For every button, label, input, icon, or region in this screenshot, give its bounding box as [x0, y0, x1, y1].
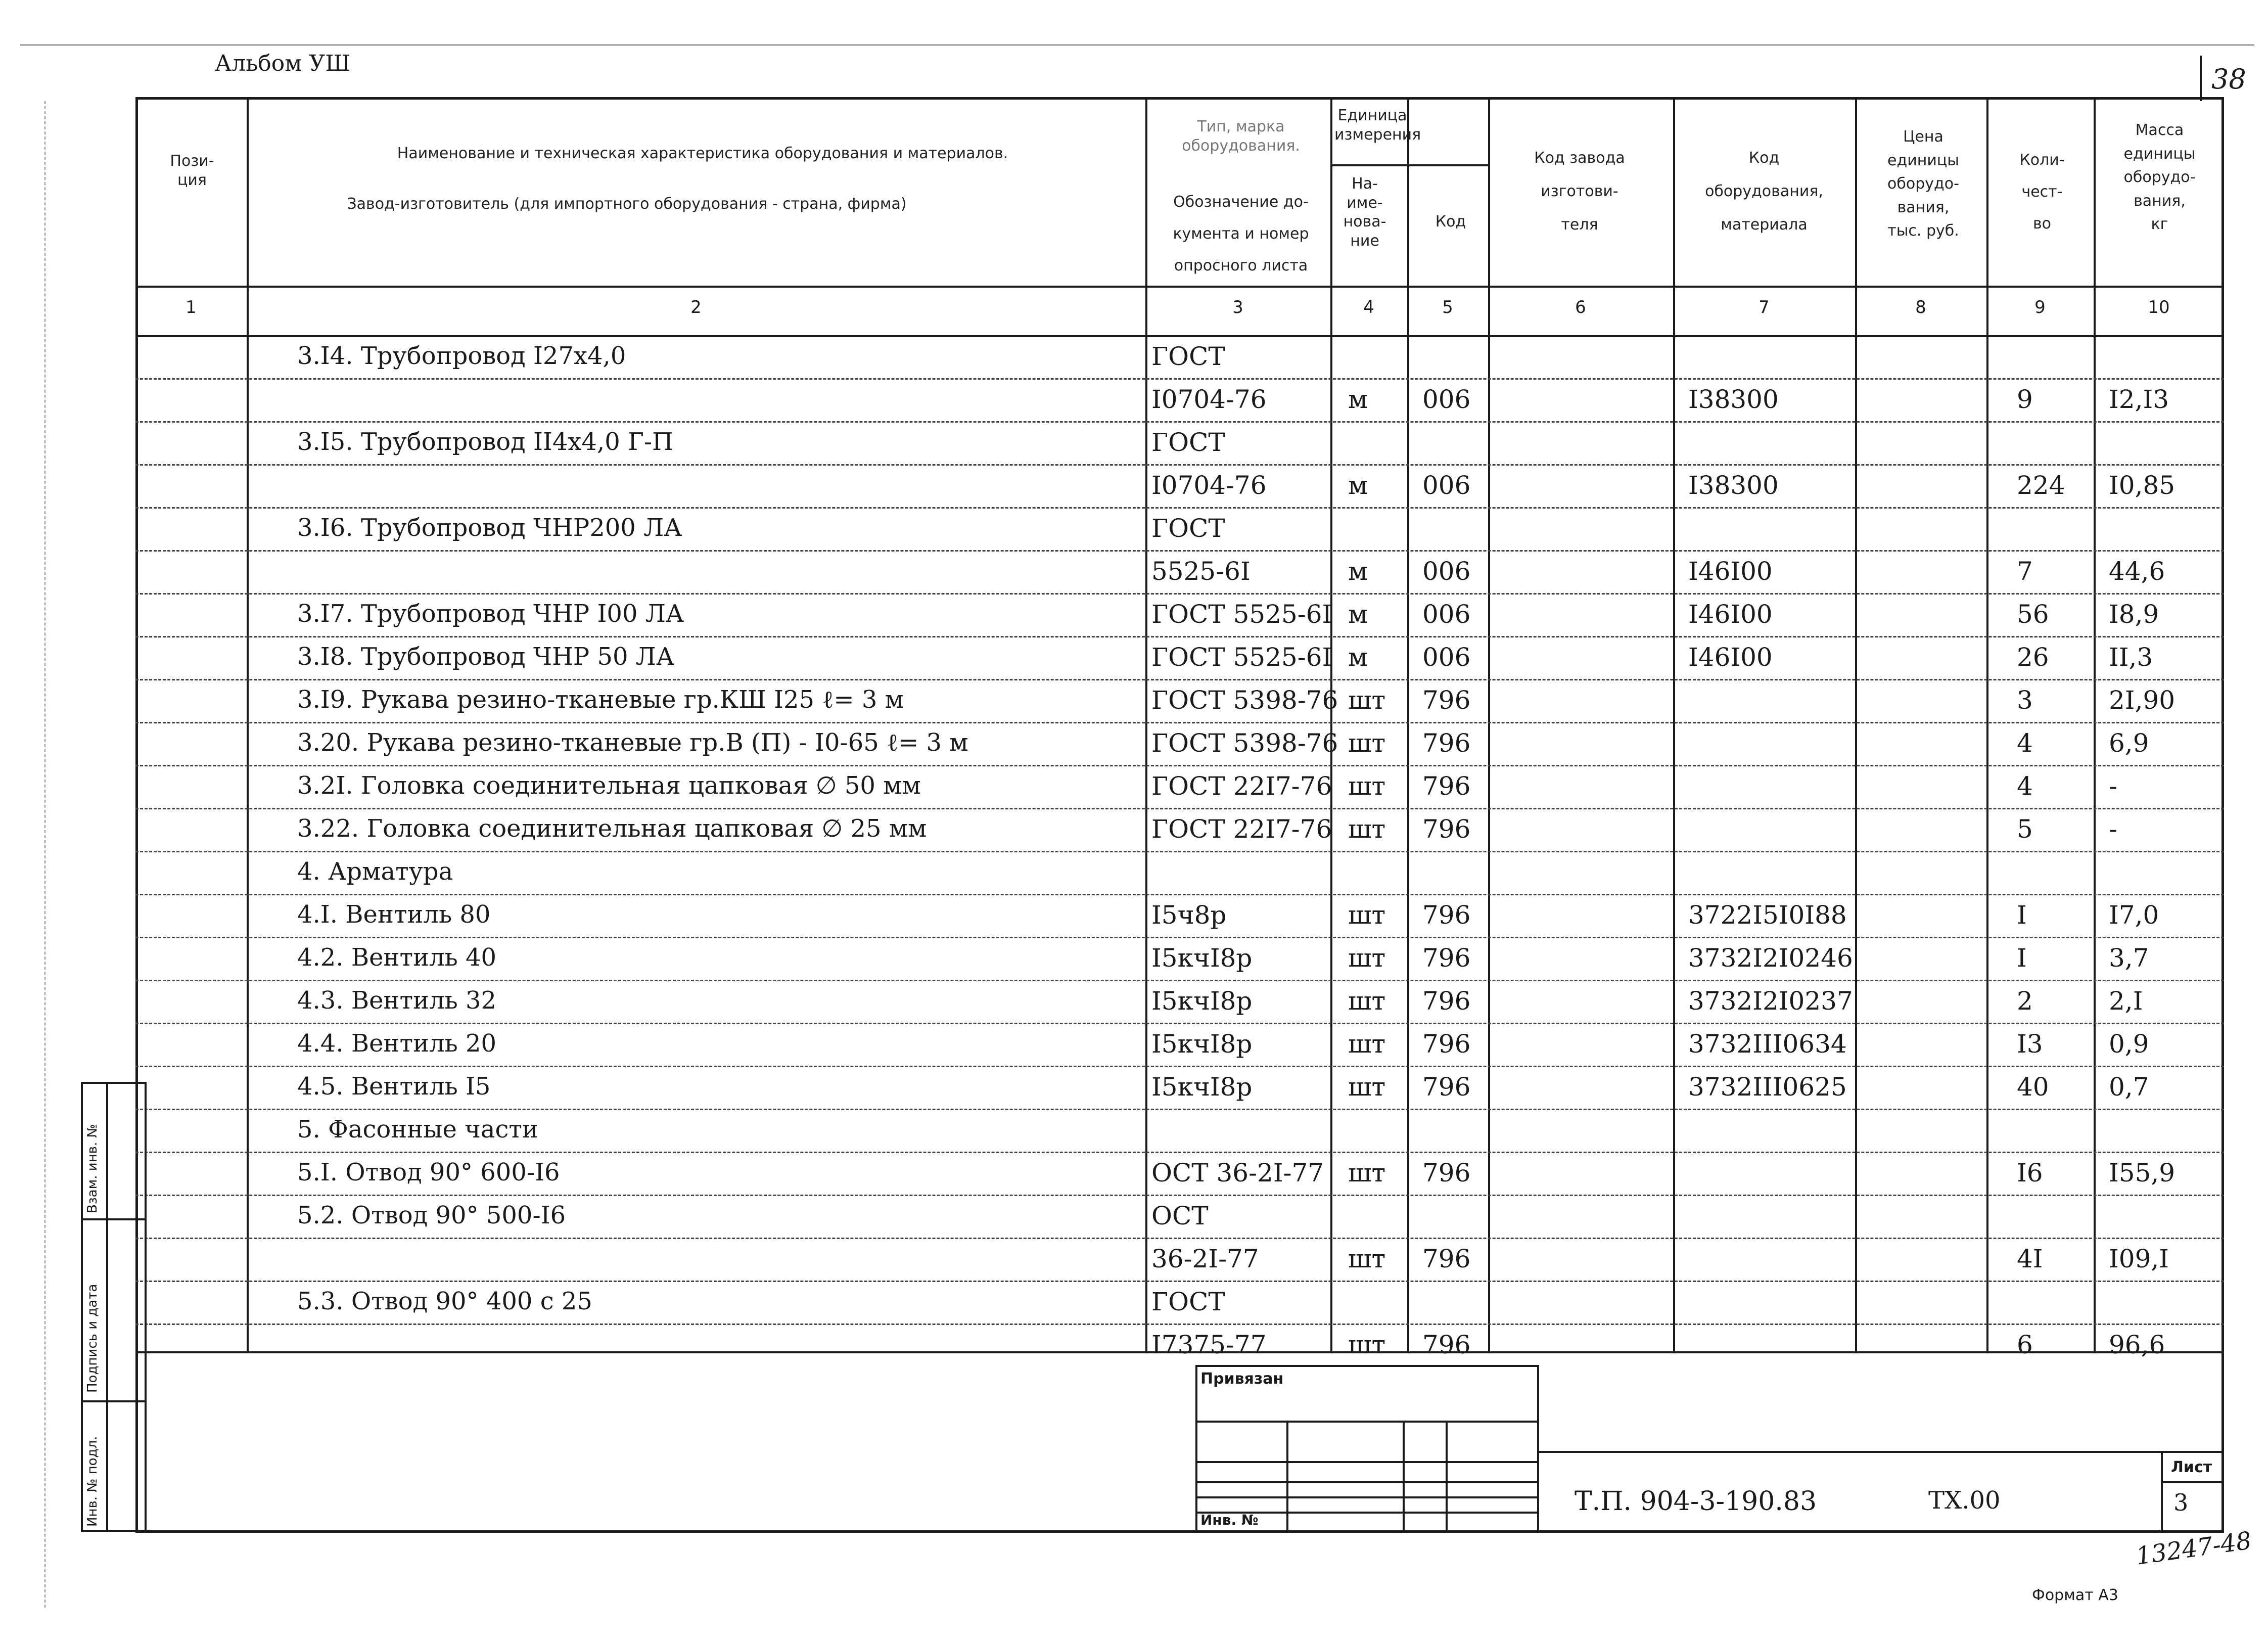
row-doc: 5525-6I — [1151, 557, 1251, 586]
row-unit-code: 006 — [1422, 557, 1471, 586]
row-doc: ГОСТ 5398-76 — [1151, 686, 1338, 715]
row-equip-code: I46I00 — [1688, 557, 1773, 586]
row-qty: 2 — [2017, 986, 2033, 1016]
sheet-label: Лист — [2171, 1458, 2212, 1476]
row-mass: I7,0 — [2109, 900, 2159, 930]
row-unit-code: 796 — [1422, 771, 1471, 801]
row-unit: м — [1348, 471, 1368, 500]
row-name: 3.2I. Головка соединительная цапковая ∅ 50 мм — [297, 771, 921, 800]
row-mass: I55,9 — [2109, 1158, 2176, 1188]
row-equip-code: 3732III0625 — [1688, 1072, 1847, 1102]
row-line — [135, 464, 2224, 466]
row-doc: I0704-76 — [1151, 471, 1267, 500]
designation: Т.П. 904-3-190.83 — [1575, 1486, 1817, 1517]
row-mass: - — [2109, 814, 2117, 844]
header-qty: Коли- чест- во — [2019, 151, 2065, 233]
row-unit-code: 796 — [1422, 986, 1471, 1016]
row-qty: 4I — [2017, 1244, 2043, 1273]
row-unit: шт — [1348, 1158, 1386, 1188]
stamp-line — [1195, 1421, 1539, 1423]
header-unit-group: Единица измерения — [1334, 107, 1421, 144]
format-label: Формат А3 — [2032, 1586, 2118, 1604]
row-unit: шт — [1348, 771, 1386, 801]
col-number-10: 10 — [2148, 297, 2170, 317]
header-mass: Масса единицы оборудо- вания, кг — [2123, 121, 2196, 233]
row-unit-code: 796 — [1422, 814, 1471, 844]
row-qty: 40 — [2017, 1072, 2049, 1102]
row-line — [135, 765, 2224, 766]
title-block-divider — [2161, 1451, 2163, 1533]
row-name: 5. Фасонные части — [297, 1115, 538, 1144]
row-unit-code: 006 — [1422, 600, 1471, 629]
row-line — [135, 378, 2224, 380]
row-line — [135, 1281, 2224, 1282]
row-unit: шт — [1348, 943, 1386, 973]
row-unit: м — [1348, 643, 1368, 672]
row-doc: ОСТ — [1151, 1201, 1209, 1230]
row-line — [135, 808, 2224, 809]
row-line — [135, 980, 2224, 981]
header-name-line1: Наименование и техническая характеристика оборудования и материалов. — [397, 145, 1008, 162]
row-line — [135, 679, 2224, 680]
row-line — [135, 421, 2224, 423]
row-unit: м — [1348, 600, 1368, 629]
row-unit: шт — [1348, 1029, 1386, 1059]
row-line — [135, 1066, 2224, 1067]
row-doc: ГОСТ — [1151, 428, 1225, 457]
row-name: 3.I4. Трубопровод I27x4,0 — [297, 342, 626, 370]
col-number-1: 1 — [186, 297, 197, 317]
row-mass: I0,85 — [2109, 471, 2176, 500]
row-line — [135, 851, 2224, 852]
col-number-3: 3 — [1232, 297, 1243, 317]
scan-top-edge — [20, 44, 2254, 45]
row-line — [135, 636, 2224, 637]
row-name: 3.I6. Трубопровод ЧНР200 ЛА — [297, 514, 682, 542]
stamp-line — [1446, 1421, 1448, 1533]
stamp-line — [1195, 1461, 1539, 1463]
row-doc: 36-2I-77 — [1151, 1244, 1259, 1273]
row-mass: 2I,90 — [2109, 686, 2176, 715]
row-line — [135, 507, 2224, 509]
row-unit-code: 796 — [1422, 1244, 1471, 1273]
sheet-cell-line — [2161, 1481, 2224, 1483]
row-name: 3.20. Рукава резино-тканевые гр.В (П) - I0-65 ℓ= 3 м — [297, 728, 968, 757]
side-strip-line — [81, 1400, 147, 1402]
stamp-line — [1195, 1481, 1539, 1483]
col-number-7: 7 — [1758, 297, 1770, 317]
side-label-inv-podl: Инв. № подл. — [85, 1436, 100, 1527]
header-plant-code: Код завода изготови- теля — [1534, 149, 1625, 234]
row-unit: шт — [1348, 900, 1386, 930]
row-unit: шт — [1348, 814, 1386, 844]
row-equip-code: 3732I2I0246 — [1688, 943, 1853, 973]
row-line — [135, 1023, 2224, 1024]
row-doc: I0704-76 — [1151, 385, 1267, 414]
row-qty: 9 — [2017, 385, 2033, 414]
row-name: 4.I. Вентиль 80 — [297, 900, 491, 929]
row-doc: ГОСТ 22I7-76 — [1151, 814, 1332, 844]
row-unit-code: 796 — [1422, 900, 1471, 930]
section-code: ТХ.00 — [1928, 1486, 2001, 1515]
header-bottom-line — [135, 286, 2224, 288]
row-name: 5.2. Отвод 90° 500-I6 — [297, 1201, 566, 1229]
row-unit-code: 006 — [1422, 385, 1471, 414]
row-doc: I5кчI8р — [1151, 943, 1253, 973]
row-unit: м — [1348, 385, 1368, 414]
header-unit-name: На- име- нова- ние — [1343, 175, 1386, 250]
header-price: Цена единицы оборудо- вания, тыс. руб. — [1887, 128, 1959, 240]
row-mass: - — [2109, 771, 2117, 801]
row-line — [135, 550, 2224, 552]
row-unit: шт — [1348, 986, 1386, 1016]
row-unit: шт — [1348, 1072, 1386, 1102]
col-number-5: 5 — [1442, 297, 1453, 317]
row-doc: ОСТ 36-2I-77 — [1151, 1158, 1324, 1188]
row-qty: I3 — [2017, 1029, 2043, 1059]
row-equip-code: I46I00 — [1688, 600, 1773, 629]
row-unit: шт — [1348, 1330, 1386, 1359]
row-line — [135, 894, 2224, 895]
stamp-line — [1286, 1421, 1288, 1533]
row-line — [135, 1109, 2224, 1110]
row-qty: 4 — [2017, 771, 2033, 801]
row-mass: 6,9 — [2109, 728, 2149, 758]
row-mass: 2,I — [2109, 986, 2143, 1016]
header-position: Пози- ция — [170, 152, 214, 189]
row-equip-code: I46I00 — [1688, 643, 1773, 672]
row-mass: I8,9 — [2109, 600, 2159, 629]
row-doc: I7375-77 — [1151, 1330, 1267, 1359]
row-unit: шт — [1348, 686, 1386, 715]
row-name: 3.I9. Рукава резино-тканевые гр.КШ I25 ℓ= 3 м — [297, 686, 904, 714]
row-line — [135, 1152, 2224, 1153]
header-subline — [1330, 164, 1488, 166]
row-doc: I5кчI8р — [1151, 1072, 1253, 1102]
row-qty: 56 — [2017, 600, 2049, 629]
row-line — [135, 937, 2224, 938]
row-mass: I2,I3 — [2109, 385, 2169, 414]
row-line — [135, 722, 2224, 723]
row-unit-code: 796 — [1422, 686, 1471, 715]
page-number: 38 — [2211, 63, 2246, 95]
row-equip-code: I38300 — [1688, 385, 1779, 414]
row-unit-code: 006 — [1422, 643, 1471, 672]
scan-left-edge — [44, 101, 45, 1608]
row-qty: 26 — [2017, 643, 2049, 672]
row-doc: ГОСТ 5525-6I — [1151, 643, 1332, 672]
row-equip-code: 3722I5I0I88 — [1688, 900, 1847, 930]
header-name-line2: Завод-изготовитель (для импортного оборудования - страна, фирма) — [347, 195, 907, 213]
row-qty: 6 — [2017, 1330, 2033, 1359]
row-mass: 3,7 — [2109, 943, 2149, 973]
side-strip-line — [81, 1218, 147, 1220]
row-qty: 3 — [2017, 686, 2033, 715]
row-name: 4.2. Вентиль 40 — [297, 943, 497, 972]
row-unit-code: 006 — [1422, 471, 1471, 500]
row-name: 3.I7. Трубопровод ЧНР I00 ЛА — [297, 600, 684, 628]
row-equip-code: 3732III0634 — [1688, 1029, 1847, 1059]
column-number-bottom-line — [135, 335, 2224, 337]
row-name: 3.22. Головка соединительная цапковая ∅ 25 мм — [297, 814, 927, 843]
row-mass: I09,I — [2109, 1244, 2169, 1273]
col-number-2: 2 — [690, 297, 702, 317]
row-doc: ГОСТ 5398-76 — [1151, 728, 1338, 758]
row-unit-code: 796 — [1422, 1029, 1471, 1059]
row-name: 4.3. Вентиль 32 — [297, 986, 497, 1015]
row-equip-code: I38300 — [1688, 471, 1779, 500]
row-name: 4.4. Вентиль 20 — [297, 1029, 497, 1058]
header-equip-code: Код оборудования, материала — [1705, 149, 1823, 234]
row-mass: 96,6 — [2109, 1330, 2165, 1359]
row-equip-code: 3732I2I0237 — [1688, 986, 1853, 1016]
row-doc: ГОСТ 22I7-76 — [1151, 771, 1332, 801]
row-unit: м — [1348, 557, 1368, 586]
col-number-9: 9 — [2034, 297, 2046, 317]
album-label: Альбом УШ — [215, 51, 351, 76]
row-doc: ГОСТ — [1151, 514, 1225, 543]
archive-number: 13247-48 — [2134, 1526, 2253, 1571]
row-mass: 0,9 — [2109, 1029, 2149, 1059]
row-doc: ГОСТ 5525-6I — [1151, 600, 1332, 629]
row-doc: I5кчI8р — [1151, 986, 1253, 1016]
row-unit-code: 796 — [1422, 1072, 1471, 1102]
stamp-line — [1195, 1496, 1539, 1498]
row-unit-code: 796 — [1422, 943, 1471, 973]
row-name: 3.I5. Трубопровод II4x4,0 Г-П — [297, 428, 673, 456]
row-name: 3.I8. Трубопровод ЧНР 50 ЛА — [297, 643, 675, 671]
col-number-6: 6 — [1575, 297, 1586, 317]
row-name: 4. Арматура — [297, 857, 453, 886]
row-name: 4.5. Вентиль I5 — [297, 1072, 491, 1101]
row-qty: 7 — [2017, 557, 2033, 586]
row-line — [135, 1195, 2224, 1196]
row-qty: I — [2017, 900, 2027, 930]
row-qty: I — [2017, 943, 2027, 973]
row-line — [135, 1238, 2224, 1239]
row-qty: I6 — [2017, 1158, 2043, 1188]
row-mass: 44,6 — [2109, 557, 2165, 586]
side-label-sign-date: Подпись и дата — [85, 1284, 100, 1393]
col-number-4: 4 — [1363, 297, 1374, 317]
stamp-attached-label: Привязан — [1200, 1370, 1284, 1388]
stamp-inv-label: Инв. № — [1200, 1512, 1259, 1528]
stamp-attached-box — [1195, 1365, 1539, 1533]
row-mass: II,3 — [2109, 643, 2153, 672]
row-qty: 4 — [2017, 728, 2033, 758]
row-line — [135, 593, 2224, 595]
row-name: 5.3. Отвод 90° 400 с 25 — [297, 1287, 592, 1315]
title-block-top — [1539, 1451, 2224, 1453]
row-doc: I5кчI8р — [1151, 1029, 1253, 1059]
row-mass: 0,7 — [2109, 1072, 2149, 1102]
row-unit-code: 796 — [1422, 1158, 1471, 1188]
sheet-number: 3 — [2173, 1489, 2189, 1516]
row-unit: шт — [1348, 728, 1386, 758]
row-name: 5.I. Отвод 90° 600-I6 — [297, 1158, 560, 1187]
row-qty: 5 — [2017, 814, 2033, 844]
header-type-line1: Тип, марка оборудования. — [1182, 118, 1300, 155]
page-number-divider — [2200, 56, 2202, 101]
col-number-8: 8 — [1915, 297, 1926, 317]
row-doc: I5ч8р — [1151, 900, 1227, 930]
row-doc: ГОСТ — [1151, 1287, 1225, 1316]
row-unit-code: 796 — [1422, 728, 1471, 758]
header-unit-code: Код — [1435, 213, 1466, 231]
row-line — [135, 1324, 2224, 1325]
header-type-line2: Обозначение до- кумента и номер опросного листа — [1173, 193, 1309, 275]
stamp-line — [1403, 1421, 1405, 1533]
row-unit: шт — [1348, 1244, 1386, 1273]
side-label-vzam-inv: Взам. инв. № — [85, 1124, 100, 1213]
side-strip-divider — [106, 1082, 108, 1532]
row-doc: ГОСТ — [1151, 342, 1225, 371]
row-unit-code: 796 — [1422, 1330, 1471, 1359]
row-qty: 224 — [2017, 471, 2065, 500]
